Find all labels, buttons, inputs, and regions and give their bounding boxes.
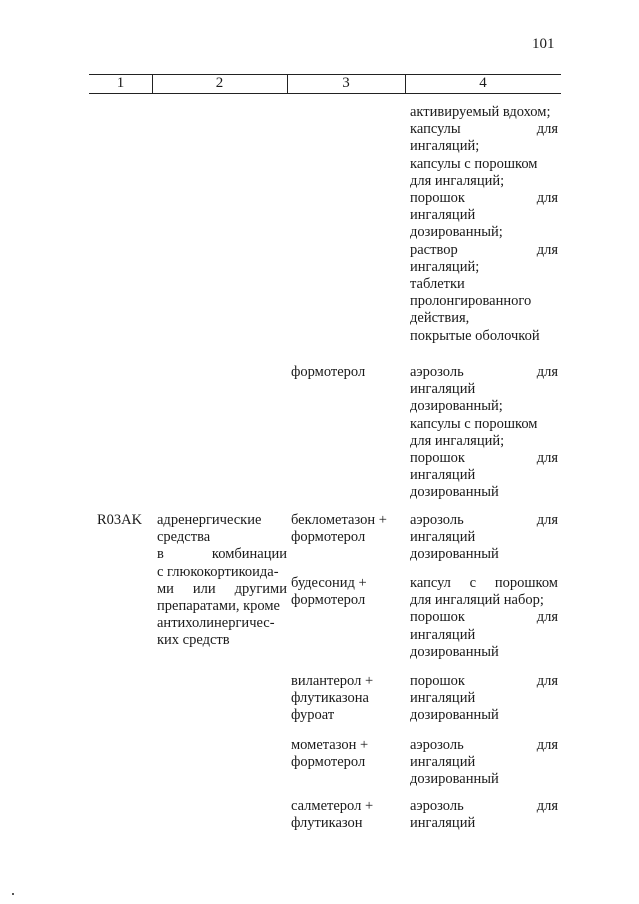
text-line: дозированный; <box>410 224 503 241</box>
word: для <box>536 190 558 207</box>
word: капсулы <box>410 121 461 138</box>
page-number: 101 <box>532 36 555 52</box>
text-line: ингаляций <box>410 381 476 398</box>
text-line: с глюкокортикоида- <box>157 563 279 580</box>
justified-line <box>410 575 558 592</box>
justified-line <box>410 121 558 138</box>
text-line: ингаляций <box>410 626 476 643</box>
text-line: активируемый вдохом; <box>410 104 551 120</box>
drug-name-cell <box>291 364 403 381</box>
text-line: антихолинергичес- <box>157 615 275 632</box>
scan-speck <box>12 893 14 895</box>
text-line: будесонид + <box>291 575 367 591</box>
text-line: дозированный <box>410 484 499 501</box>
text-line: ингаляций <box>410 207 476 224</box>
word: порошком <box>494 575 558 591</box>
dosage-forms-cell <box>410 673 558 725</box>
word: аэрозоль <box>410 512 464 528</box>
word: аэрозоль <box>410 364 464 380</box>
text-line: формотерол <box>291 364 366 380</box>
text-line: для ингаляций; <box>410 432 505 449</box>
justified-line <box>410 364 558 381</box>
word: для <box>536 798 558 814</box>
text-line: ингаляций <box>410 815 476 832</box>
header-col-4: 4 <box>479 75 487 91</box>
text-line: дозированный <box>410 546 499 563</box>
drug-name-cell <box>291 798 403 832</box>
word: комбинации <box>211 546 287 563</box>
justified-line <box>157 546 287 563</box>
text-line: средства <box>157 529 211 546</box>
text-line: для ингаляций; <box>410 172 505 189</box>
text-line: ких средств <box>157 632 230 649</box>
drug-name-cell <box>291 673 403 725</box>
word: другими <box>234 580 287 597</box>
drug-name-cell <box>291 575 403 609</box>
text-line: дозированный <box>410 771 499 788</box>
text-line: капсулы с порошком <box>410 155 538 172</box>
word: порошок <box>410 673 465 689</box>
text-line: дозированный <box>410 707 499 724</box>
header-col-3: 3 <box>342 75 350 91</box>
word: для <box>536 673 558 689</box>
text-line: ингаляций <box>410 754 476 771</box>
word: для <box>536 241 558 258</box>
dosage-forms-cell <box>410 737 558 789</box>
text-line: покрытые оболочкой <box>410 327 540 344</box>
text-line: препаратами, кроме <box>157 598 280 615</box>
header-col-2: 2 <box>215 75 224 91</box>
word: для <box>536 121 558 138</box>
text-line: салметерол + <box>291 798 374 814</box>
text-line: адренергические <box>157 512 262 528</box>
word: для <box>536 450 558 467</box>
justified-line <box>410 450 558 467</box>
justified-line <box>410 512 558 529</box>
dosage-forms-cell <box>410 798 558 832</box>
text-line: вилантерол + <box>291 673 374 689</box>
word: для <box>536 364 558 380</box>
word: в <box>157 546 164 563</box>
text-line: формотерол <box>291 529 366 546</box>
text-line: формотерол <box>291 754 366 771</box>
text-line: фуроат <box>291 707 335 724</box>
text-line: ингаляций <box>410 529 476 546</box>
word: ми <box>157 580 174 597</box>
header-col-1: 1 <box>116 75 125 91</box>
word: порошок <box>410 190 465 207</box>
word: капсул <box>410 575 451 591</box>
justified-line <box>410 609 558 626</box>
atc-code-cell <box>97 512 153 529</box>
text-line: мометазон + <box>291 737 369 753</box>
text-line: беклометазон + <box>291 512 387 528</box>
text-line: капсулы с порошком <box>410 415 538 432</box>
text-line: R03AK <box>97 512 143 528</box>
text-line: формотерол <box>291 592 366 609</box>
dosage-forms-cell <box>410 575 558 661</box>
text-line: для ингаляций набор; <box>410 592 544 609</box>
text-line: таблетки <box>410 276 465 293</box>
word: или <box>192 580 216 597</box>
dosage-forms-cell <box>410 364 558 502</box>
text-line: пролонгированного <box>410 293 532 310</box>
justified-line <box>157 581 287 598</box>
justified-line <box>410 798 558 815</box>
text-line: ингаляций <box>410 690 476 707</box>
text-line: действия, <box>410 310 470 327</box>
drug-name-cell <box>291 512 403 546</box>
text-line: дозированный <box>410 643 499 660</box>
word: с <box>469 575 477 591</box>
text-line: ингаляций; <box>410 258 480 275</box>
word: порошок <box>410 609 465 626</box>
text-line: флутиказона <box>291 690 369 707</box>
word: раствор <box>410 241 458 258</box>
text-line: флутиказон <box>291 815 363 832</box>
text-line: ингаляций; <box>410 138 480 155</box>
justified-line <box>410 737 558 754</box>
justified-line <box>410 242 558 259</box>
word: аэрозоль <box>410 737 464 753</box>
text-line: ингаляций <box>410 467 476 484</box>
justified-line <box>410 190 558 207</box>
justified-line <box>410 673 558 690</box>
word: аэрозоль <box>410 798 464 814</box>
dosage-forms-cell <box>410 104 558 345</box>
group-name-cell <box>157 512 287 650</box>
word: порошок <box>410 450 465 467</box>
word: для <box>536 512 558 528</box>
text-line: дозированный; <box>410 398 503 415</box>
dosage-forms-cell <box>410 512 558 564</box>
word: для <box>536 609 558 626</box>
word: для <box>536 737 558 753</box>
drug-name-cell <box>291 737 403 771</box>
